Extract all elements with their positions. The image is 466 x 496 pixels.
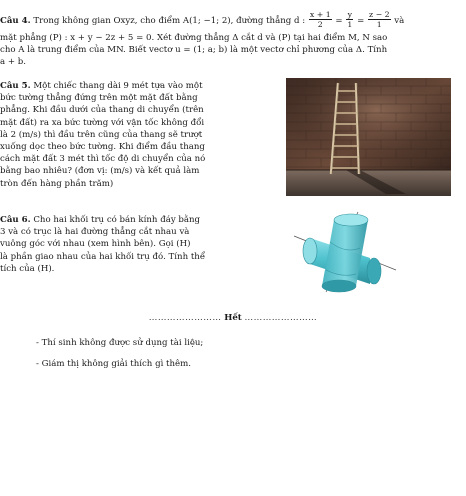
q4-line-1: Câu 4. Trong không gian Oxyz, cho điểm A(1; −1; 2), đường thẳng d : $\frac{x + 1}{2}$ = $\frac{y}{1}$ = $\frac{z - 2}{1}$ và (0, 10, 405, 29)
q4-text-a: Trong không gian Oxyz, cho điểm A(1; −1; 2), đường thẳng d : (33, 16, 306, 26)
q5-line-6: xuống dọc theo bức tường. Khi điểm đầu thang (0, 141, 205, 152)
q5-line-9: tròn đến hàng phần trăm) (0, 178, 114, 189)
end-label: Hết (224, 313, 242, 323)
q6-line-2: 3 và có trục là hai đường thẳng cắt nhau và (0, 227, 190, 238)
end-marker (0, 312, 466, 324)
intersecting-cylinders-image (290, 208, 400, 294)
q4-fraction-x: $\frac{x + 1}{2}$ (309, 10, 331, 29)
q5-line-1: Câu 5. Một chiếc thang dài 9 mét tựa vào một (0, 81, 203, 91)
q5-line-2: bức tường thẳng đứng trên một mặt đất bằng (0, 93, 198, 104)
note-no-materials: - Thí sinh không được sử dụng tài liệu; (36, 338, 204, 348)
q5-line-7: cách mặt đất 3 mét thì tốc độ di chuyển của nó (0, 154, 206, 165)
end-dots-right: …………………… (244, 313, 318, 323)
q4-line-2: mặt phẳng (P) : x + y − 2z + 5 = 0. Xét đường thẳng Δ cắt d và (P) tại hai điểm M, N sao (0, 33, 388, 43)
note-no-explanation: - Giám thị không giải thích gì thêm. (36, 359, 192, 369)
q5-line-5: là 2 (m/s) thì đầu trên cũng của thang sẽ trượt (0, 129, 203, 140)
q4-line-4: a + b. (0, 57, 27, 68)
q5-label: Câu 5. (0, 81, 31, 91)
q5-line-3: phẳng. Khi đầu dưới của thang di chuyển (trên (0, 105, 204, 116)
question-5 (0, 80, 272, 190)
q6-label: Câu 6. (0, 215, 31, 225)
q6-line-1: Câu 6. Cho hai khối trụ có bán kính đáy bằng (0, 215, 201, 225)
q6-line-3: vuông góc với nhau (xem hình bên). Gọi (H) (0, 239, 191, 250)
q5-line-8: bằng bao nhiêu? (đơn vị: (m/s) và kết quả làm (0, 166, 200, 177)
q6-line-5: tích của (H). (0, 263, 55, 274)
ladder-wall-image (286, 78, 451, 196)
q4-label: Câu 4. (0, 16, 31, 26)
q4-fraction-z: $\frac{z - 2}{1}$ (369, 10, 390, 29)
question-6 (0, 214, 272, 275)
q5-line-4: mặt đất) ra xa bức tường với vận tốc không đổi (0, 117, 205, 128)
end-dots-left: …………………… (148, 313, 222, 323)
q4-fraction-y: $\frac{y}{1}$ (347, 10, 353, 29)
question-4 (0, 10, 458, 69)
q4-line-3: cho A là trung điểm của MN. Biết vectơ u = (1; a; b) là một vectơ chỉ phương của Δ. Tính (0, 45, 388, 56)
q6-line-4: là phần giao nhau của hai khối trụ đó. Tính thể (0, 251, 206, 262)
